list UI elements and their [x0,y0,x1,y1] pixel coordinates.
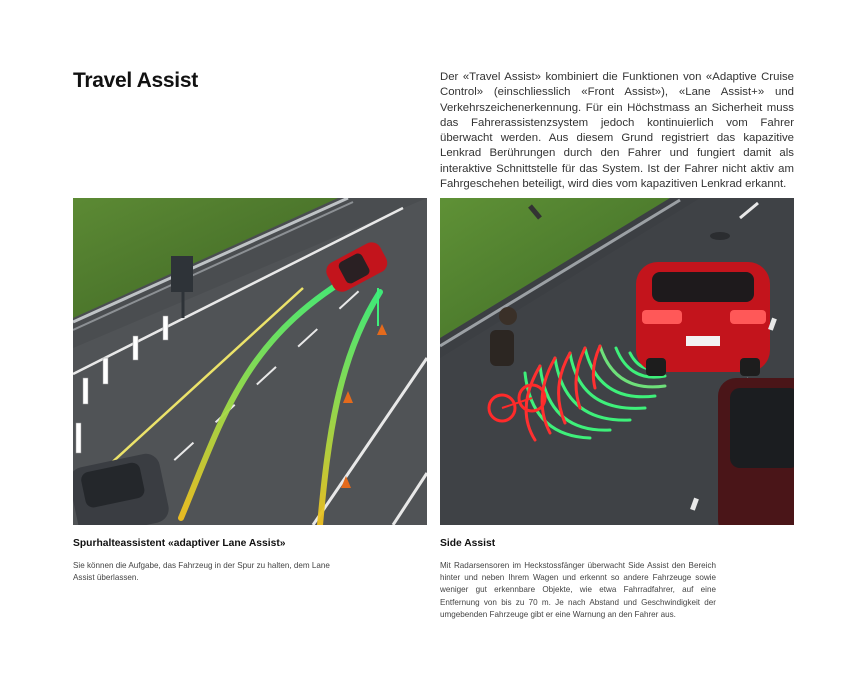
intro-paragraph: Der «Travel Assist» kombiniert die Funktionen von «Adaptive Cruise Control» (einschliesslich «Front Assist»), «Lane Assist+» und Verkehrszeichenerkennung. Für ein Höchstmass an Sicherheit muss das Fahrerassistenzsystem jedoch kontinuierlich vom Fahrer überwacht werden. Aus diesem Grund registriert das kapazitive Lenkrad Berührungen durch den Fahrer und fungiert damit als interaktive Schnittstelle für das System. Ist der Fahrer nicht aktiv am Fahrgeschehen beteiligt, wird dies vom kapazitiven Lenkrad erkannt. [440,71,794,191]
lane-assist-photo [73,198,427,525]
side-assist-title: Side Assist [440,538,496,549]
lane-assist-title: Spurhalteassistent «adaptiver Lane Assist» [73,538,286,549]
side-assist-photo [440,198,794,525]
page-title: Travel Assist [73,69,198,92]
side-assist-text: Mit Radarsensoren im Heckstossfänger überwacht Side Assist den Bereich hinter und neben Ihrem Wagen und erkennt so andere Fahrzeuge sowie weniger gut erkennbare Objekte, wie etwa Fahrradfahrer, auf eine Entfernung von bis zu 70 m. Je nach Abstand und Geschwindigkeit der umgebenden Fahrzeuge gibt er eine Warnung an den Fahrer aus. [440,561,716,619]
lane-assist-text: Sie können die Aufgabe, das Fahrzeug in der Spur zu halten, dem Lane Assist überlassen. [73,561,330,583]
